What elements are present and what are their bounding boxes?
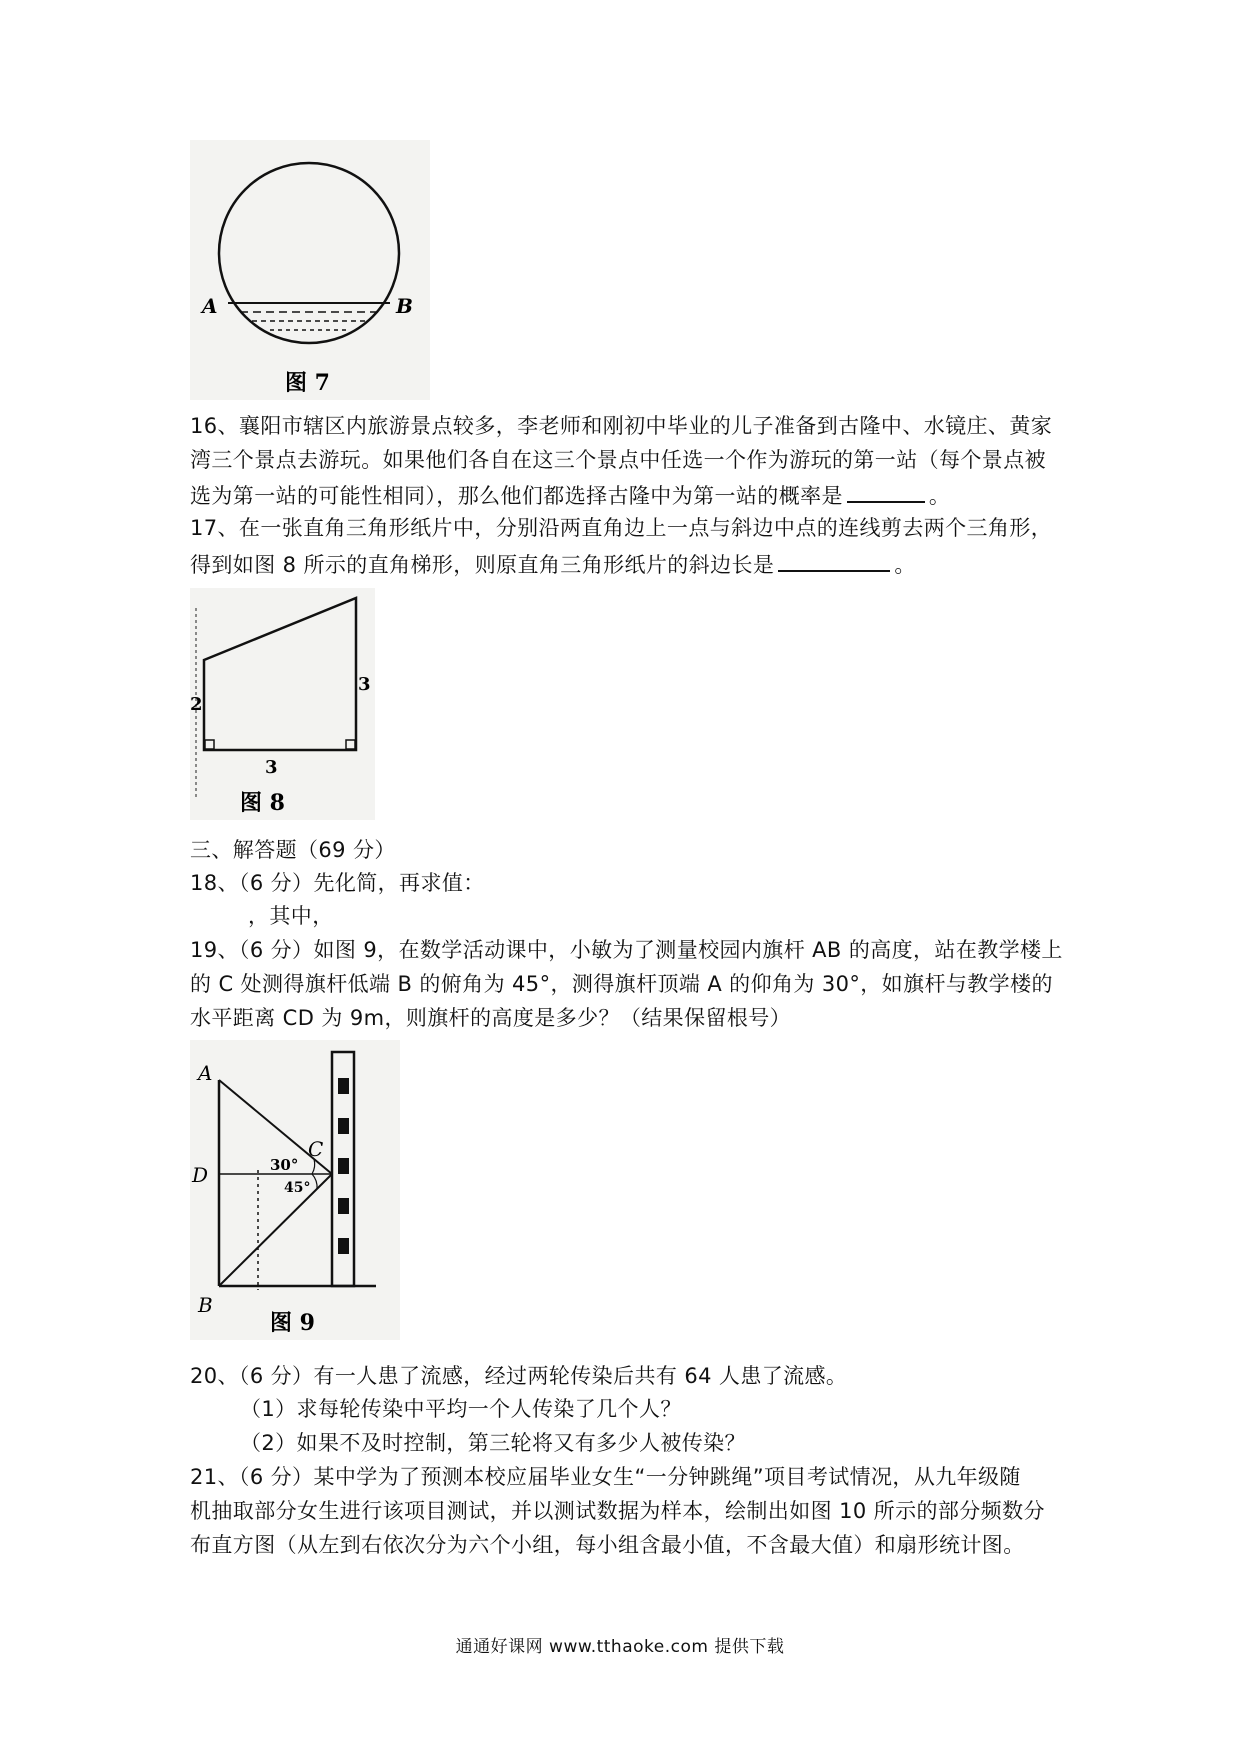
figure-9 bbox=[190, 1040, 400, 1340]
q21-line-2: 机抽取部分女生进行该项目测试，并以测试数据为样本，绘制出如图 10 所示的部分频数分 bbox=[190, 1499, 1045, 1523]
q16-line-3-end: 。 bbox=[928, 484, 951, 508]
figure-8-bottom-side: 3 bbox=[265, 757, 278, 778]
figure-8-drawing bbox=[190, 588, 375, 820]
q16-line-1: 16、襄阳市辖区内旅游景点较多，李老师和刚初中毕业的儿子准备到古隆中、水镜庄、黄家 bbox=[190, 414, 1053, 438]
figure-7-label-a: A bbox=[202, 294, 218, 318]
figure-8-caption: 图 8 bbox=[240, 790, 285, 816]
q20-line-1: 20、（6 分）有一人患了流感，经过两轮传染后共有 64 人患了流感。 bbox=[190, 1364, 848, 1388]
figure-9-label-a: A bbox=[198, 1061, 213, 1085]
q19-line-1: 19、（6 分）如图 9，在数学活动课中，小敏为了测量校园内旗杆 AB 的高度，站在教学楼上 bbox=[190, 938, 1063, 962]
section-3-title: 三、解答题（69 分） bbox=[190, 838, 396, 862]
figure-9-label-d: D bbox=[192, 1163, 209, 1187]
q17-line-2-end: 。 bbox=[894, 553, 916, 577]
q17-line-2-text: 得到如图 8 所示的直角梯形，则原直角三角形纸片的斜边长是 bbox=[190, 553, 775, 577]
q16-line-3 bbox=[190, 479, 950, 511]
figure-9-label-c: C bbox=[308, 1137, 324, 1161]
q18-line-2: ，其中， bbox=[248, 904, 334, 928]
figure-7-drawing bbox=[190, 140, 430, 400]
figure-8-left-side: 2 bbox=[190, 694, 203, 715]
page-footer: 通通好课网 www.tthaoke.com 提供下载 bbox=[455, 1637, 785, 1657]
figure-7-caption: 图 7 bbox=[285, 370, 330, 396]
q16-line-2: 湾三个景点去游玩。如果他们各自在这三个景点中任选一个作为游玩的第一站（每个景点被 bbox=[190, 448, 1046, 472]
q20-sub-2: （2）如果不及时控制，第三轮将又有多少人被传染？ bbox=[240, 1431, 746, 1455]
q19-line-3: 水平距离 CD 为 9m，则旗杆的高度是多少？（结果保留根号） bbox=[190, 1006, 792, 1030]
q16-line-3-text: 选为第一站的可能性相同），那么他们都选择古隆中为第一站的概率是 bbox=[190, 484, 843, 508]
q21-line-3: 布直方图（从左到右依次分为六个小组，每小组含最小值，不含最大值）和扇形统计图。 bbox=[190, 1533, 1025, 1557]
figure-7 bbox=[190, 140, 430, 400]
q18-line-1: 18、（6 分）先化简，再求值： bbox=[190, 871, 485, 895]
q17-line-2 bbox=[190, 548, 916, 580]
q19-line-2: 的 C 处测得旗杆低端 B 的俯角为 45°，测得旗杆顶端 A 的仰角为 30°，如旗杆与教学楼的 bbox=[190, 972, 1053, 996]
figure-8-right-side: 3 bbox=[358, 674, 371, 695]
q21-line-1: 21、（6 分）某中学为了预测本校应届毕业女生“一分钟跳绳”项目考试情况，从九年级随 bbox=[190, 1465, 1021, 1489]
figure-8 bbox=[190, 588, 375, 820]
q17-line-1: 17、在一张直角三角形纸片中，分别沿两直角边上一点与斜边中点的连线剪去两个三角形， bbox=[190, 516, 1053, 540]
q16-answer-blank[interactable] bbox=[847, 479, 925, 503]
figure-9-caption: 图 9 bbox=[270, 1310, 315, 1336]
q17-answer-blank[interactable] bbox=[778, 548, 890, 572]
figure-9-label-b: B bbox=[198, 1293, 213, 1317]
figure-7-label-b: B bbox=[396, 294, 413, 318]
figure-9-angle-up: 30° bbox=[270, 1156, 299, 1174]
q20-sub-1: （1）求每轮传染中平均一个人传染了几个人？ bbox=[240, 1397, 682, 1421]
figure-9-angle-down: 45° bbox=[284, 1180, 311, 1196]
figure-9-drawing bbox=[190, 1040, 400, 1340]
